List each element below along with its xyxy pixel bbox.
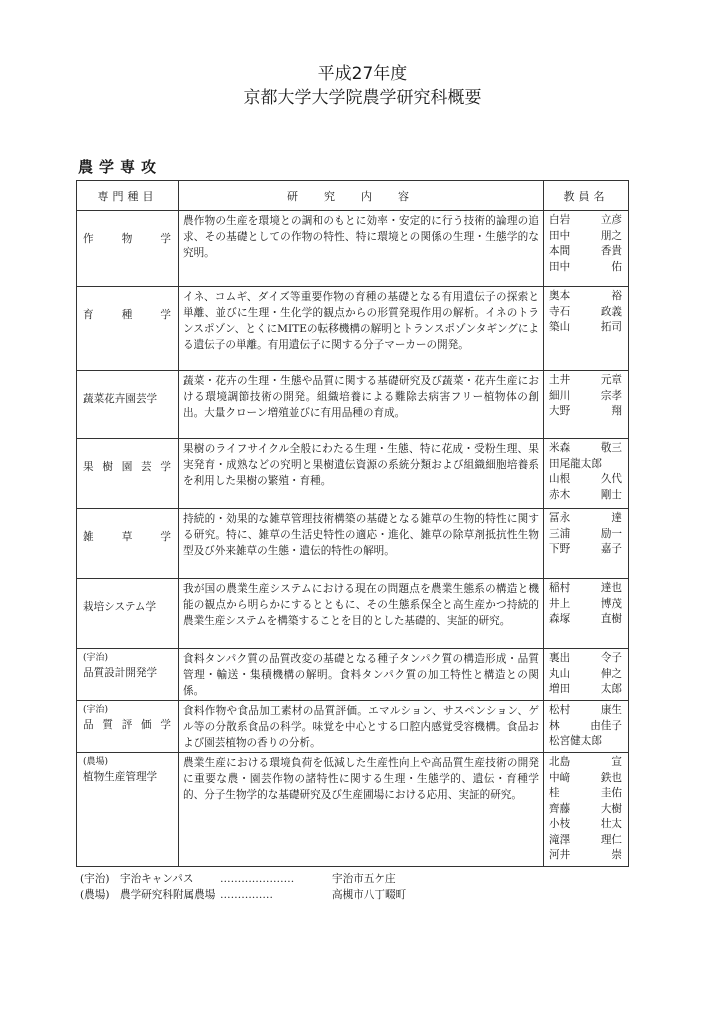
staff-name: 中﨑 鉄也 — [549, 771, 622, 784]
field-name: 植物生産管理学 — [83, 771, 158, 783]
staff-name: 田中 朋之 — [549, 229, 622, 242]
staff-name: 裏出 令子 — [549, 652, 622, 664]
header-content: 研究内容 — [179, 181, 544, 211]
research-content: 我が国の農業生産システムにおける現在の問題点を農業生態系の構造と機能の観点から明らかにするとともに、その生態系保全と高生産かつ持続的農業生産システムを構築することを目的とした基礎的、実証的研究。 — [179, 579, 544, 649]
footer-location: 高槻市八丁畷町 — [332, 889, 407, 901]
staff-name: 細川 宗孝 — [549, 389, 622, 402]
header-staff: 教員名 — [544, 181, 629, 211]
footer-name: 宇治キャンパス — [120, 873, 194, 885]
staff-name: 白岩 立彦 — [549, 214, 622, 226]
staff-name: 土井 元章 — [549, 374, 622, 386]
staff-name: 稲村 達也 — [549, 582, 622, 594]
footer-tag: (農場) — [80, 889, 110, 901]
research-content: イネ、コムギ、ダイズ等重要作物の育種の基礎となる有用遺伝子の探索と単離、並びに生理・生化学的観点からの形質発現作用の解析。イネのトランスポゾン、とくにMITEの転移機構の解明とトランスポゾンタギングによる遺伝子の単離。有用遺伝子に関する分子マーカーの開発。 — [179, 287, 544, 371]
table-row — [77, 579, 629, 649]
field-cell — [77, 509, 179, 579]
table-row — [77, 509, 629, 579]
footer-dots: ………………… — [220, 873, 295, 885]
field-name: 品質設計開発学 — [83, 667, 158, 679]
staff-name: 冨永 達 — [549, 512, 622, 524]
staff-name: 三浦 励一 — [549, 527, 622, 540]
research-content: 果樹のライフサイクル全般にわたる生理・生態、特に花成・受粉生理、果実発育・成熟などの究明と果樹遺伝資源の系統分類および組織細胞培養系を利用した果樹の繁殖・育種。 — [179, 439, 544, 509]
table-row — [77, 753, 629, 867]
footer-tag: (宇治) — [80, 873, 110, 885]
footer-row — [80, 871, 406, 887]
table-row — [77, 701, 629, 753]
research-content: 農業生産における環境負荷を低減した生産性向上や高品質生産技術の開発に重要な農・園芸作物の諸特性に関する生理・生態学的、遺伝・育種学的、分子生物学的な基礎研究及び生産圃場における応用、実証的研究。 — [179, 753, 544, 867]
field-cell — [77, 439, 179, 509]
staff-name: 滝澤 理仁 — [549, 833, 622, 846]
field-cell — [77, 211, 179, 287]
staff-name: 田尾龍太郎 — [549, 457, 602, 470]
title-block — [0, 62, 725, 110]
staff-name: 築山 拓司 — [549, 321, 622, 333]
staff-name: 桂 圭佑 — [549, 787, 622, 799]
footer-location: 宇治市五ケ庄 — [332, 873, 396, 885]
field-name: 果 樹 園 芸 学 — [83, 461, 171, 473]
staff-name: 松宮健太郎 — [549, 735, 602, 747]
title-year: 平成27年度 — [317, 64, 408, 84]
table-row — [77, 439, 629, 509]
field-cell — [77, 287, 179, 371]
table-row — [77, 211, 629, 287]
field-location-tag: (宇治) — [83, 705, 109, 715]
footer-notes — [80, 871, 406, 903]
staff-name: 田中 佑 — [549, 260, 622, 273]
staff-cell — [544, 649, 629, 701]
field-location-tag: (宇治) — [83, 653, 109, 663]
staff-name: 奥本 裕 — [549, 290, 622, 302]
staff-name: 丸山 伸之 — [549, 667, 622, 680]
footer-name: 農学研究科附属農場 — [120, 889, 216, 901]
staff-cell — [544, 753, 629, 867]
staff-name: 寺石 政義 — [549, 305, 622, 318]
field-location-tag: (農場) — [83, 757, 109, 767]
research-content: 食料作物や食品加工素材の品質評価。エマルション、サスペンション、ゲル等の分散系食品の科学。味覚を中心とする口腔内感覚受容機構。食品および園芸植物の香りの分析。 — [179, 701, 544, 753]
staff-name: 赤木 剛士 — [549, 488, 622, 501]
table-row — [77, 649, 629, 701]
table-header-row — [77, 181, 629, 211]
staff-name: 松村 康生 — [549, 704, 622, 716]
staff-name: 林 由佳子 — [549, 719, 622, 732]
field-cell — [77, 649, 179, 701]
staff-cell — [544, 371, 629, 439]
field-name: 品 質 評 価 学 — [83, 719, 171, 731]
table-body — [77, 211, 629, 867]
staff-cell — [544, 701, 629, 753]
section-heading: 農学専攻 — [78, 158, 163, 176]
staff-cell — [544, 579, 629, 649]
field-cell — [77, 701, 179, 753]
staff-name: 大野 翔 — [549, 405, 622, 417]
staff-name: 北島 宣 — [549, 756, 622, 768]
research-content: 蔬菜・花卉の生理・生態や品質に関する基礎研究及び蔬菜・花卉生産における環境調節技術の開発。組織培養による難除去病害フリー植物体の創出。大量クローン増殖並びに有用品種の育成。 — [179, 371, 544, 439]
field-name: 作 物 学 — [83, 233, 171, 245]
staff-cell — [544, 439, 629, 509]
field-name: 蔬菜花卉園芸学 — [83, 393, 158, 405]
research-table — [76, 180, 629, 867]
field-name: 雑 草 学 — [83, 531, 171, 543]
table-row — [77, 371, 629, 439]
staff-name: 山根 久代 — [549, 473, 622, 485]
field-name: 栽培システム学 — [83, 601, 157, 613]
field-name: 育 種 学 — [83, 309, 171, 321]
table-row — [77, 287, 629, 371]
staff-cell — [544, 211, 629, 287]
staff-name: 下野 嘉子 — [549, 543, 622, 555]
staff-name: 井上 博茂 — [549, 597, 622, 610]
staff-name: 本間 香貴 — [549, 245, 622, 257]
staff-name: 増田 太郎 — [549, 683, 622, 695]
staff-name: 齊藤 大樹 — [549, 802, 622, 815]
field-cell — [77, 579, 179, 649]
staff-name: 森塚 直樹 — [549, 613, 622, 625]
staff-cell — [544, 509, 629, 579]
staff-name: 米森 敬三 — [549, 442, 622, 454]
research-content: 農作物の生産を環境との調和のもとに効率・安定的に行う技術的論理の追求、その基礎としての作物の特性、特に環境との関係の生理・生態学的な究明。 — [179, 211, 544, 287]
staff-cell — [544, 287, 629, 371]
staff-name: 河井 崇 — [549, 849, 622, 861]
title-main: 京都大学大学院農学研究科概要 — [243, 88, 482, 108]
footer-dots: …………… — [220, 889, 273, 901]
footer-row — [80, 887, 406, 903]
staff-name: 小枝 壮太 — [549, 818, 622, 830]
research-content: 持続的・効果的な雑草管理技術構築の基礎となる雑草の生物的特性に関する研究。特に、雑草の生活史特性の適応・進化、雑草の除草剤抵抗性生物型及び外来雑草の生態・遺伝的特性の解明。 — [179, 509, 544, 579]
header-field: 専門種目 — [77, 181, 179, 211]
field-cell — [77, 371, 179, 439]
research-content: 食料タンパク質の品質改変の基礎となる種子タンパク質の構造形成・品質管理・輸送・集積機構の解明。食料タンパク質の加工特性と構造との関係。 — [179, 649, 544, 701]
field-cell — [77, 753, 179, 867]
